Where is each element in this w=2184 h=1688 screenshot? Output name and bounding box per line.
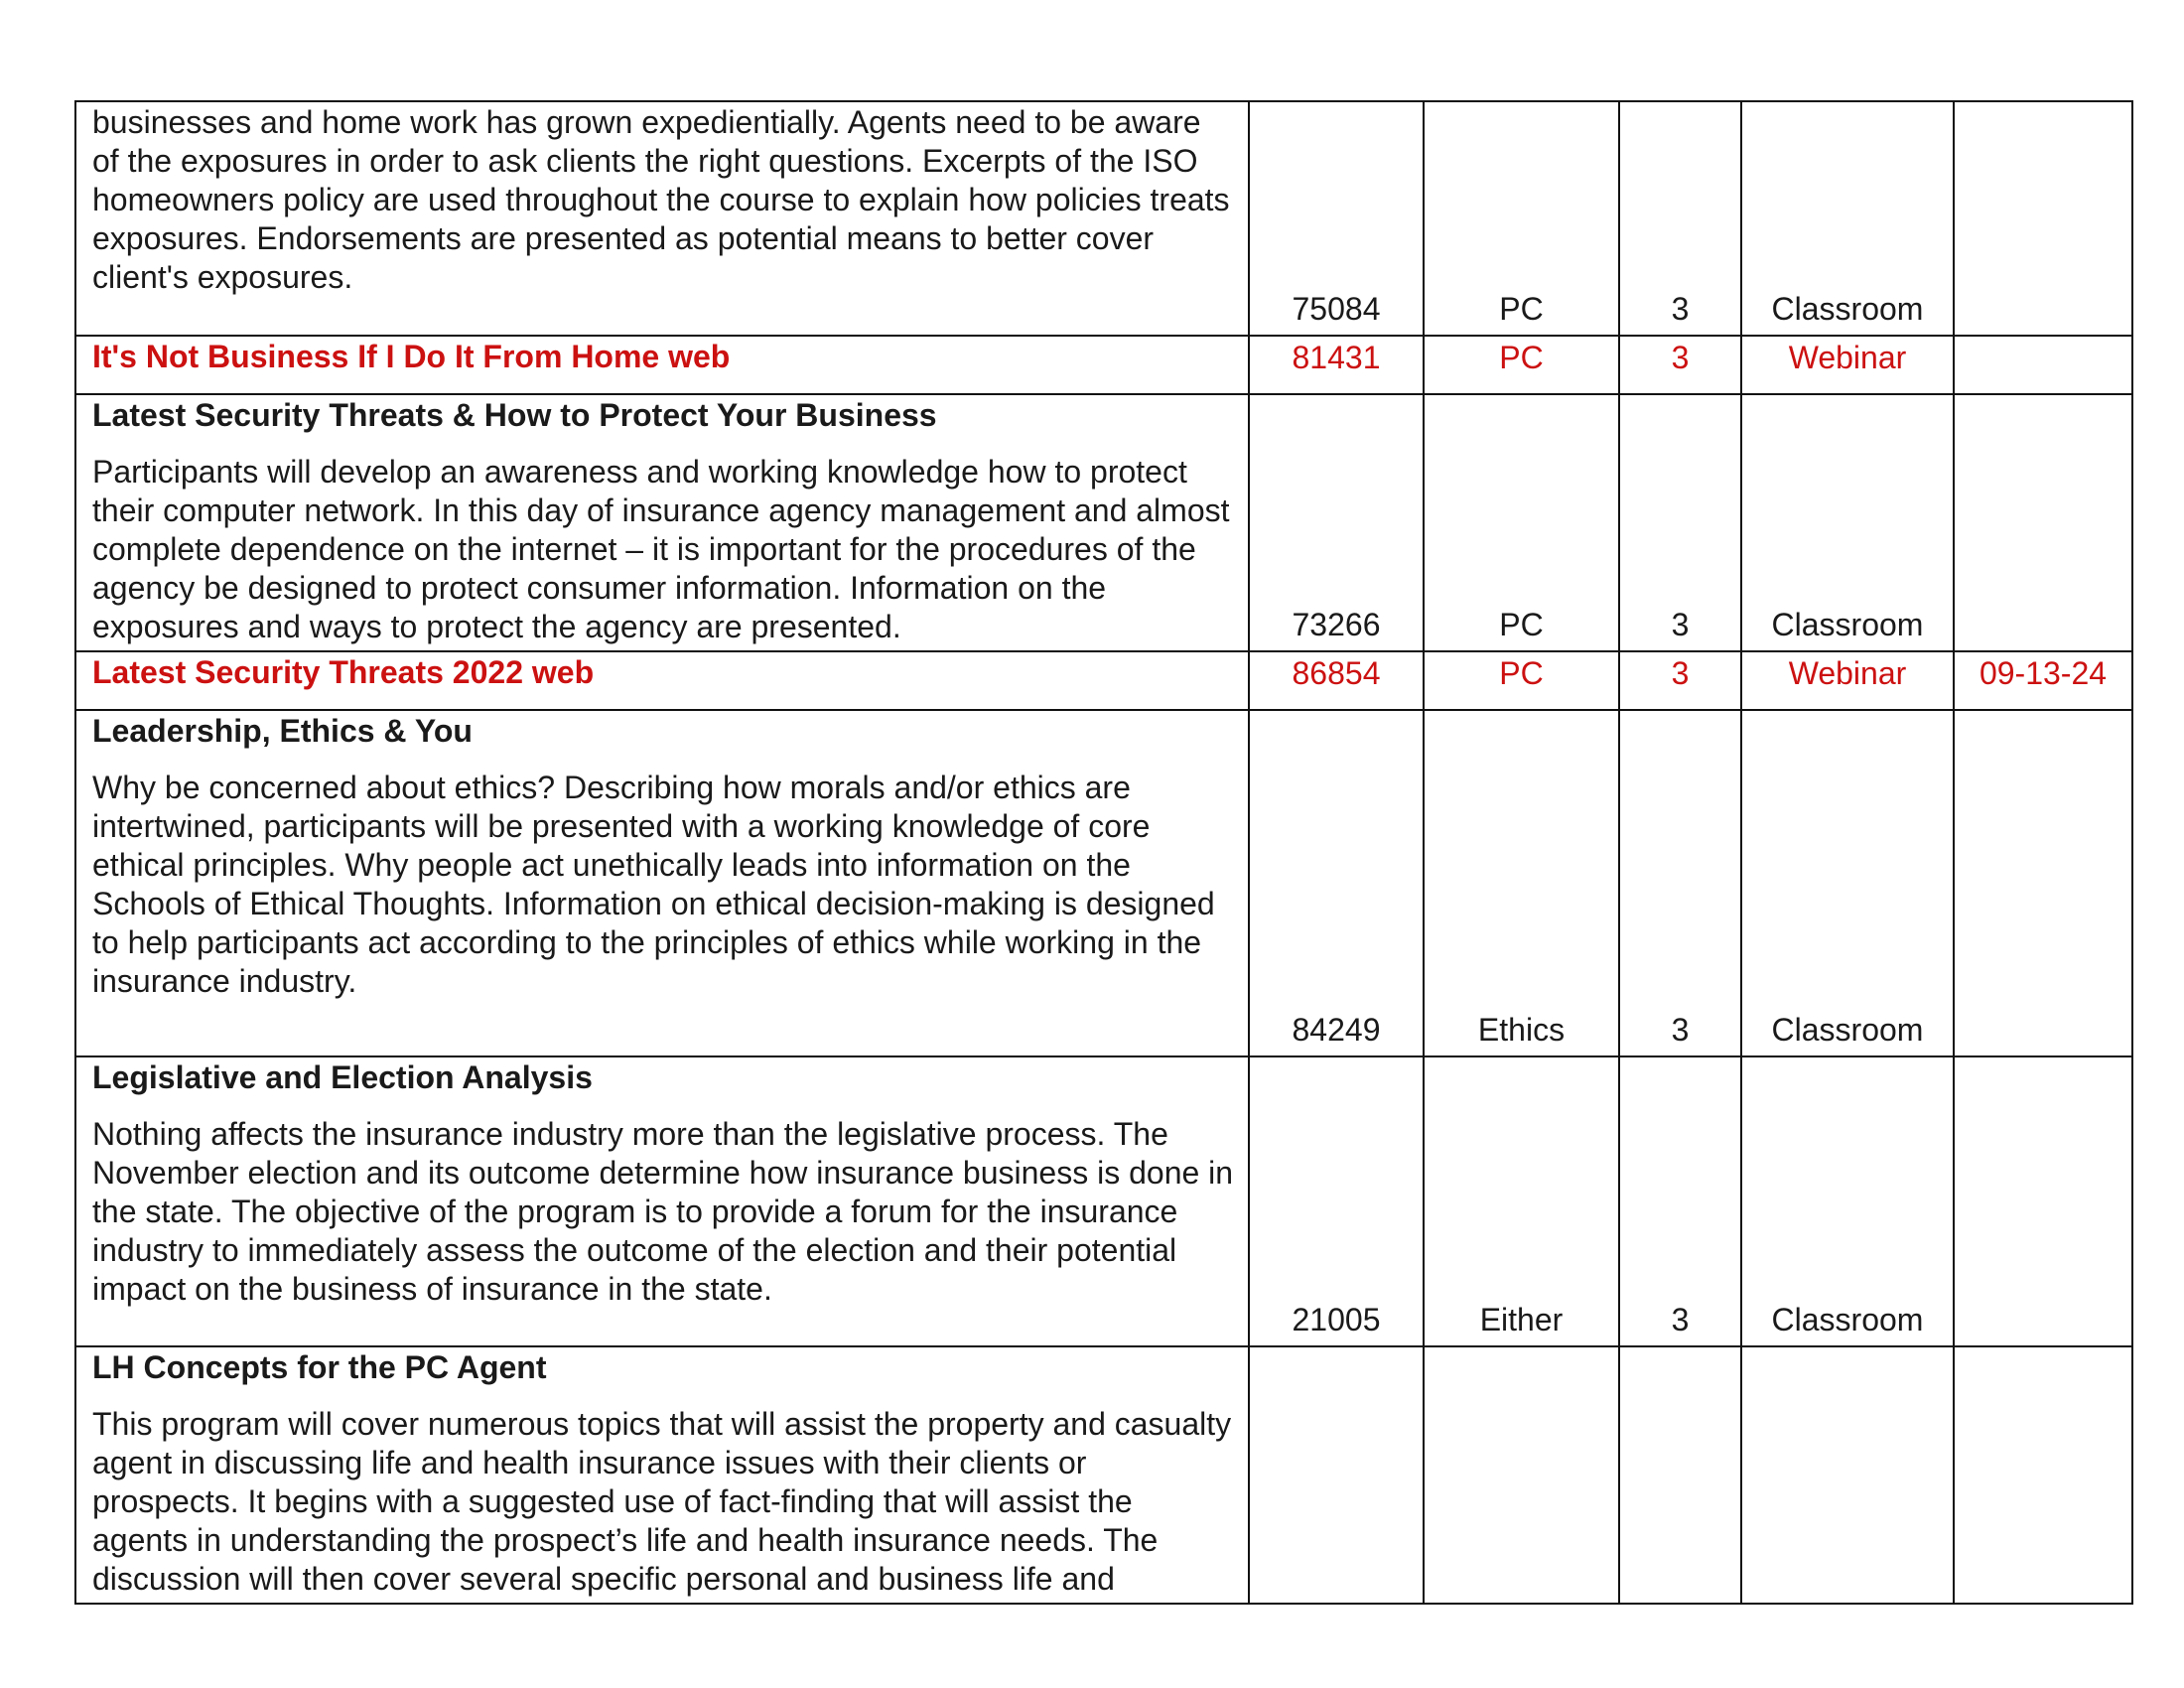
course-table <box>74 100 2133 1605</box>
course-number-cell: 81431 <box>1249 336 1424 394</box>
table-row <box>75 651 2132 710</box>
course-number-cell: 75084 <box>1249 101 1424 336</box>
course-type-cell: Either <box>1424 1056 1619 1346</box>
description-cell <box>75 651 1249 710</box>
format-cell: Classroom <box>1741 1056 1954 1346</box>
date-cell <box>1954 336 2132 394</box>
date-cell <box>1954 710 2132 1056</box>
format-cell: Classroom <box>1741 394 1954 651</box>
course-number-cell <box>1249 1346 1424 1604</box>
course-number-cell: 73266 <box>1249 394 1424 651</box>
date-cell <box>1954 101 2132 336</box>
format-cell: Webinar <box>1741 336 1954 394</box>
date-cell <box>1954 1346 2132 1604</box>
format-cell <box>1741 1346 1954 1604</box>
hours-cell: 3 <box>1619 651 1741 710</box>
course-title: Latest Security Threats & How to Protect Your Business <box>92 397 937 433</box>
description-cell <box>75 394 1249 651</box>
table-row <box>75 1056 2132 1346</box>
description-cell <box>75 101 1249 336</box>
course-number-cell: 84249 <box>1249 710 1424 1056</box>
description-cell <box>75 336 1249 394</box>
date-cell: 09-13-24 <box>1954 651 2132 710</box>
course-title: Leadership, Ethics & You <box>92 713 473 749</box>
table-row <box>75 710 2132 1056</box>
description-cell <box>75 1346 1249 1604</box>
format-cell: Classroom <box>1741 101 1954 336</box>
format-cell: Classroom <box>1741 710 1954 1056</box>
format-cell: Webinar <box>1741 651 1954 710</box>
course-type-cell <box>1424 1346 1619 1604</box>
hours-cell: 3 <box>1619 394 1741 651</box>
course-title: It's Not Business If I Do It From Home web <box>92 339 731 374</box>
hours-cell <box>1619 1346 1741 1604</box>
course-description: Nothing affects the insurance industry more than the legislative process. The November election and its outcome determine how insurance business is done in the state. The objective of the program is to provide a forum for the insurance industry to immediately assess the outcome of the election and their potential impact on the business of insurance in the state. <box>92 1116 1234 1307</box>
hours-cell: 3 <box>1619 710 1741 1056</box>
hours-cell: 3 <box>1619 1056 1741 1346</box>
date-cell <box>1954 1056 2132 1346</box>
date-cell <box>1954 394 2132 651</box>
course-type-cell: Ethics <box>1424 710 1619 1056</box>
table-row <box>75 336 2132 394</box>
course-title: Legislative and Election Analysis <box>92 1059 593 1095</box>
course-type-cell: PC <box>1424 394 1619 651</box>
course-type-cell: PC <box>1424 336 1619 394</box>
course-number-cell: 21005 <box>1249 1056 1424 1346</box>
course-title: Latest Security Threats 2022 web <box>92 654 595 690</box>
description-cell <box>75 1056 1249 1346</box>
course-title: LH Concepts for the PC Agent <box>92 1349 547 1385</box>
description-cell <box>75 710 1249 1056</box>
course-description: Why be concerned about ethics? Describing how morals and/or ethics are intertwined, participants will be presented with a working knowledge of core ethical principles. Why people act unethically leads into information on the Schools of Ethical Thoughts. Information on ethical decision-making is designed to help participants act according to the principles of ethics while working in the insurance industry. <box>92 770 1215 999</box>
course-description: businesses and home work has grown expedientially. Agents need to be aware of the exposures in order to ask clients the right questions. Excerpts of the ISO homeowners policy are used throughout the course to explain how policies treats exposures. Endorsements are presented as potential means to better cover client's exposures. <box>92 104 1230 295</box>
course-number-cell: 86854 <box>1249 651 1424 710</box>
table-row <box>75 101 2132 336</box>
course-description: Participants will develop an awareness and working knowledge how to protect their computer network. In this day of insurance agency management and almost complete dependence on the internet – it is important for the procedures of the agency be designed to protect consumer information. Information on the exposures and ways to protect the agency are presented. <box>92 454 1230 644</box>
table-row <box>75 1346 2132 1604</box>
hours-cell: 3 <box>1619 336 1741 394</box>
course-description: This program will cover numerous topics that will assist the property and casualty agent in discussing life and health insurance issues with their clients or prospects. It begins with a suggested use of fact-finding that will assist the agents in understanding the prospect’s life and health insurance needs. The discussion will then cover several specific personal and business life and <box>92 1406 1232 1597</box>
course-type-cell: PC <box>1424 651 1619 710</box>
hours-cell: 3 <box>1619 101 1741 336</box>
course-type-cell: PC <box>1424 101 1619 336</box>
table-row <box>75 394 2132 651</box>
